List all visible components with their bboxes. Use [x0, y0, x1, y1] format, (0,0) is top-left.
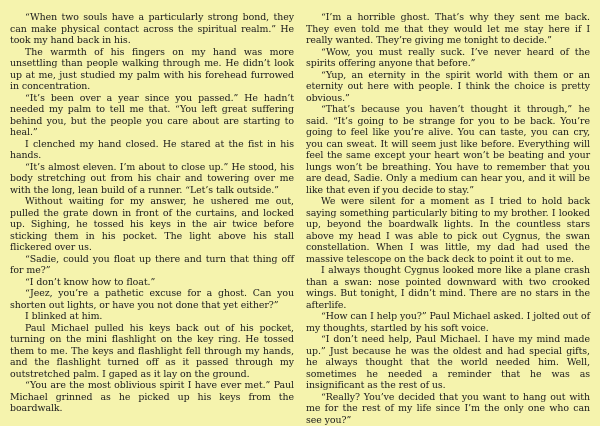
left-page — [10, 12, 294, 424]
paragraph: “Really? You’ve decided that you want to hang out with me for the rest of my life since I’m the only one who can see you?” — [306, 392, 590, 426]
paragraph: “When two souls have a particularly strong bond, they can make physical contact across the spiritual realm.” He took my hand back in his. — [10, 12, 294, 47]
paragraph: “It’s almost eleven. I’m about to close up.” He stood, his body stretching out from his chair and towering over me with the long, lean build of a runner. “Let’s talk outside.” — [10, 162, 294, 197]
paragraph: The warmth of his fingers on my hand was more unsettling than people walking through me. He didn’t look up at me, just studied my palm with his forehead furrowed in concentration. — [10, 47, 294, 93]
paragraph: “Yup, an eternity in the spirit world with them or an eternity out here with people. I think the choice is pretty obvious.” — [306, 70, 590, 105]
paragraph: “How can I help you?” Paul Michael asked. I jolted out of my thoughts, startled by his soft voice. — [306, 311, 590, 334]
right-page — [306, 12, 590, 424]
paragraph: Without waiting for my answer, he ushered me out, pulled the grate down in front of the curtains, and locked up. Sighing, he tossed his keys in the air twice before sticking them in his pocket. The light above his stall flickered over us. — [10, 196, 294, 254]
paragraph: “Sadie, could you float up there and turn that thing off for me?” — [10, 254, 294, 277]
paragraph: “I’m a horrible ghost. That’s why they sent me back. They even told me that they would let me stay here if I really wanted. They’re giving me tonight to decide.” — [306, 12, 590, 47]
paragraph: We were silent for a moment as I tried to hold back saying something particularly biting to my brother. I looked up, beyond the boardwalk lights. In the countless stars above my head I was able to pick out Cygnus, the swan constellation. When I was little, my dad had used the massive telescope on the back deck to point it out to me. — [306, 196, 590, 265]
paragraph: I blinked at him. — [10, 311, 294, 323]
paragraph: “Jeez, you’re a pathetic excuse for a ghost. Can you shorten out lights, or have you not done that yet either?” — [10, 288, 294, 311]
paragraph: “You are the most oblivious spirit I have ever met.” Paul Michael grinned as he picked up his keys from the boardwalk. — [10, 380, 294, 415]
paragraph: “I don’t need help, Paul Michael. I have my mind made up.” Just because he was the oldest and had special gifts, he always thought that the world needed him. Well, sometimes he needed a reminder that he was as insignificant as the rest of us. — [306, 334, 590, 392]
paragraph: “I don’t know how to float.” — [10, 277, 294, 289]
paragraph: “It’s been over a year since you passed.” He hadn’t needed my palm to tell me that. “You left great suffering behind you, but the people you care about are starting to heal.” — [10, 93, 294, 139]
paragraph: “That’s because you haven’t thought it through,” he said. “It’s going to be strange for you to be back. You’re going to feel like you’re alive. You can taste, you can cry, you can sweat. It will seem just like before. Everything will feel the same except your heart won’t be beating and your lungs won’t be breathing. You have to remember that you are dead, Sadie. Only a medium can hear you, and it will be like that even if you decide to stay.” — [306, 104, 590, 196]
paragraph: I always thought Cygnus looked more like a plane crash than a swan: nose pointed downward with two crooked wings. But tonight, I didn’t mind. There are no stars in the afterlife. — [306, 265, 590, 311]
paragraph: “Wow, you must really suck. I’ve never heard of the spirits offering anyone that before.” — [306, 47, 590, 70]
paragraph: I clenched my hand closed. He stared at the fist in his hands. — [10, 139, 294, 162]
paragraph: Paul Michael pulled his keys back out of his pocket, turning on the mini flashlight on the key ring. He tossed them to me. The keys and flashlight fell through my hands, and the flashlight turned off as it passed through my outstretched palm. I gaped as it lay on the ground. — [10, 323, 294, 381]
